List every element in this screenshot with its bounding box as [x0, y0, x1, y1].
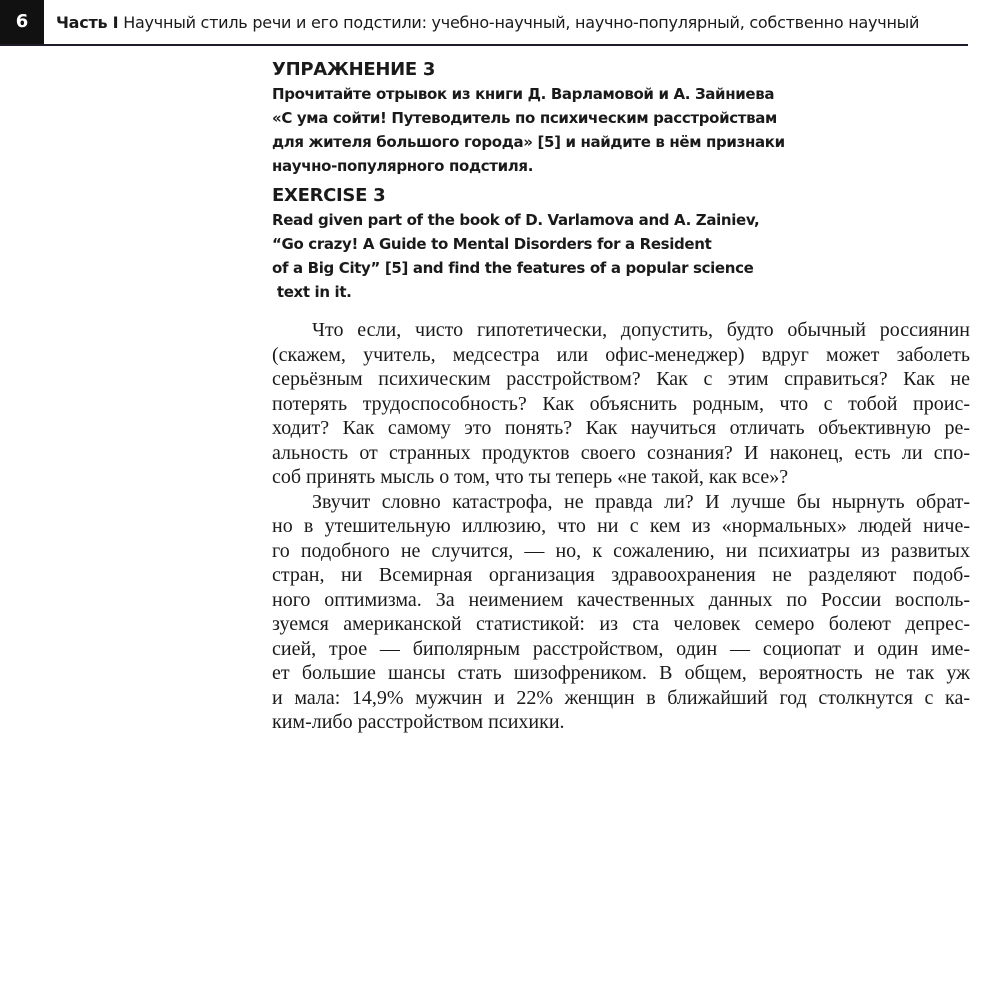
part-label: Часть I [56, 13, 119, 32]
text-line: потерять трудоспособность? Как объяснить родным, что с тобой проис- [272, 392, 970, 415]
exercise-en-line: Read given part of the book of D. Varlamova and A. Zainiev, [272, 211, 760, 229]
paragraph-2 [272, 490, 970, 735]
exercise-ru-line: «С ума сойти! Путеводитель по психическим расстройствам [272, 109, 777, 127]
exercise-ru [272, 58, 832, 178]
exercise-ru-line: для жителя большого города» [5] и найдите в нём признаки [272, 133, 785, 151]
text-line: но в утешительную иллюзию, что ни с кем из «нормальных» людей ниче- [272, 515, 970, 537]
text-line: серьёзным психическим расстройством? Как с этим справиться? Как не [272, 368, 970, 390]
exercise-ru-line: Прочитайте отрывок из книги Д. Варламовой и А. Зайниева [272, 85, 775, 103]
exercise-ru-line: научно-популярного подстиля. [272, 157, 534, 175]
excerpt-text [272, 318, 970, 735]
exercise-ru-title: УПРАЖНЕНИЕ 3 [272, 59, 436, 80]
text-line: ходит? Как самому это понять? Как научиться отличать объективную ре- [272, 417, 970, 439]
text-line: соб принять мысль о том, что ты теперь «не такой, как все»? [272, 466, 789, 488]
text-line: ного оптимизма. За неимением качественных данных по России восполь- [272, 588, 970, 611]
exercise-en-line: text in it. [272, 283, 352, 301]
paragraph-1 [272, 318, 970, 490]
exercise-en-title: EXERCISE 3 [272, 185, 386, 206]
text-line: зуемся американской статистикой: из ста человек семеро болеют депрес- [272, 613, 970, 635]
exercise-en-line: “Go crazy! A Guide to Mental Disorders for a Resident [272, 235, 712, 253]
text-line: сией, трое — биполярным расстройством, один — социопат и один име- [272, 637, 970, 660]
text-line: Что если, чисто гипотетически, допустить, будто обычный россиянин [312, 319, 970, 341]
text-line: ким-либо расстройством психики. [272, 711, 565, 733]
text-line: (скажем, учитель, медсестра или офис-менеджер) вдруг может заболеть [272, 343, 970, 366]
running-title: Научный стиль речи и его подстили: учебно-научный, научно-популярный, собственно научный [123, 13, 920, 32]
exercise-en [272, 184, 832, 304]
running-head [56, 12, 919, 34]
exercise-en-line: of a Big City” [5] and find the features of a popular science [272, 259, 754, 277]
page-header [0, 0, 968, 46]
page-number: 6 [0, 0, 44, 44]
text-line: альность от странных продуктов своего сознания? И наконец, есть ли спо- [272, 441, 970, 464]
text-line: Звучит словно катастрофа, не правда ли? И лучше бы нырнуть обрат- [312, 490, 970, 513]
text-line: и мала: 14,9% мужчин и 22% женщин в ближайший год столкнутся с ка- [272, 686, 970, 709]
text-line: ет большие шансы стать шизофреником. В общем, вероятность не так уж [272, 662, 970, 684]
text-line: стран, ни Всемирная организация здравоохранения не разделяют подоб- [272, 564, 970, 586]
text-line: го подобного не случится, — но, к сожалению, ни психиатры из развитых [272, 539, 970, 562]
